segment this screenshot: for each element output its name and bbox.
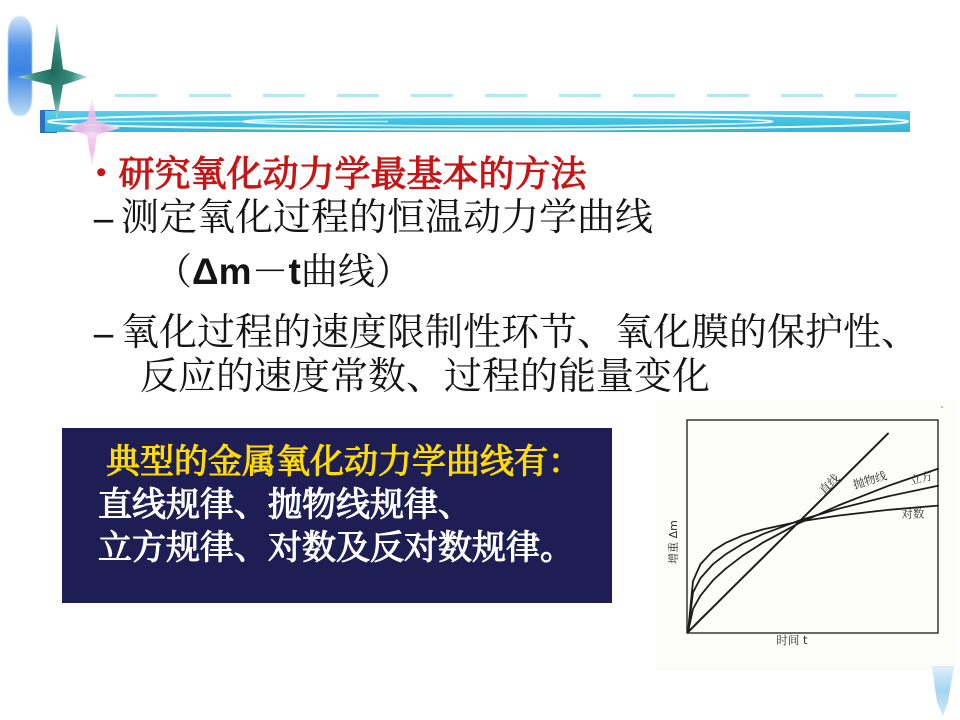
faint-dash-line bbox=[115, 94, 905, 97]
dash-marker-icon: – bbox=[94, 312, 113, 354]
curve-label-linear: 直线 bbox=[816, 471, 843, 498]
infobox-line2: 直线规律、抛物线规律、 bbox=[98, 486, 472, 524]
curve-label-logarithmic: 对数 bbox=[901, 506, 925, 522]
dash-item-2-text1: 氧化过程的速度限制性环节、氧化膜的保护性、 bbox=[121, 312, 920, 354]
dash-item-1 bbox=[94, 199, 653, 239]
dash-item-2 bbox=[94, 311, 919, 399]
infobox-title: 典型的金属氧化动力学曲线有： bbox=[106, 443, 582, 481]
highlight-info-box bbox=[62, 428, 612, 603]
x-axis-label: 时间 t bbox=[776, 633, 808, 647]
blue-beam-bottom-icon bbox=[925, 660, 960, 720]
curve-linear bbox=[688, 434, 888, 632]
heading-line bbox=[96, 156, 587, 194]
bullet-icon: • bbox=[96, 156, 107, 189]
scan-speckle bbox=[941, 406, 943, 408]
infobox-line3: 立方规律、对数及反对数规律。 bbox=[98, 529, 574, 567]
minus-symbol: － bbox=[251, 252, 289, 293]
t-symbol: t bbox=[288, 251, 301, 292]
dash-marker-icon: – bbox=[94, 197, 113, 239]
kinetics-chart-svg bbox=[656, 400, 956, 670]
paren-open: （ bbox=[155, 252, 192, 293]
heading-text: 研究氧化动力学最基本的方法 bbox=[118, 154, 587, 194]
kinetics-chart-figure bbox=[656, 400, 956, 670]
cyan-band-decoration bbox=[28, 108, 910, 138]
formula-line bbox=[155, 253, 412, 293]
dash-item-2-line1 bbox=[94, 311, 919, 355]
curve-word-paren-close: 曲线） bbox=[300, 252, 412, 293]
plot-frame bbox=[687, 420, 938, 633]
y-axis-label: 增重 Δm bbox=[667, 520, 680, 564]
dash-item-2-line2: 反应的速度常数、过程的能量变化 bbox=[140, 356, 711, 398]
delta-m-symbol: Δm bbox=[192, 251, 252, 292]
curve-label-cubic: 立方 bbox=[908, 468, 934, 488]
dash-item-1-text: 测定氧化过程的恒温动力学曲线 bbox=[121, 197, 654, 239]
curve-label-parabolic: 抛物线 bbox=[851, 468, 889, 492]
